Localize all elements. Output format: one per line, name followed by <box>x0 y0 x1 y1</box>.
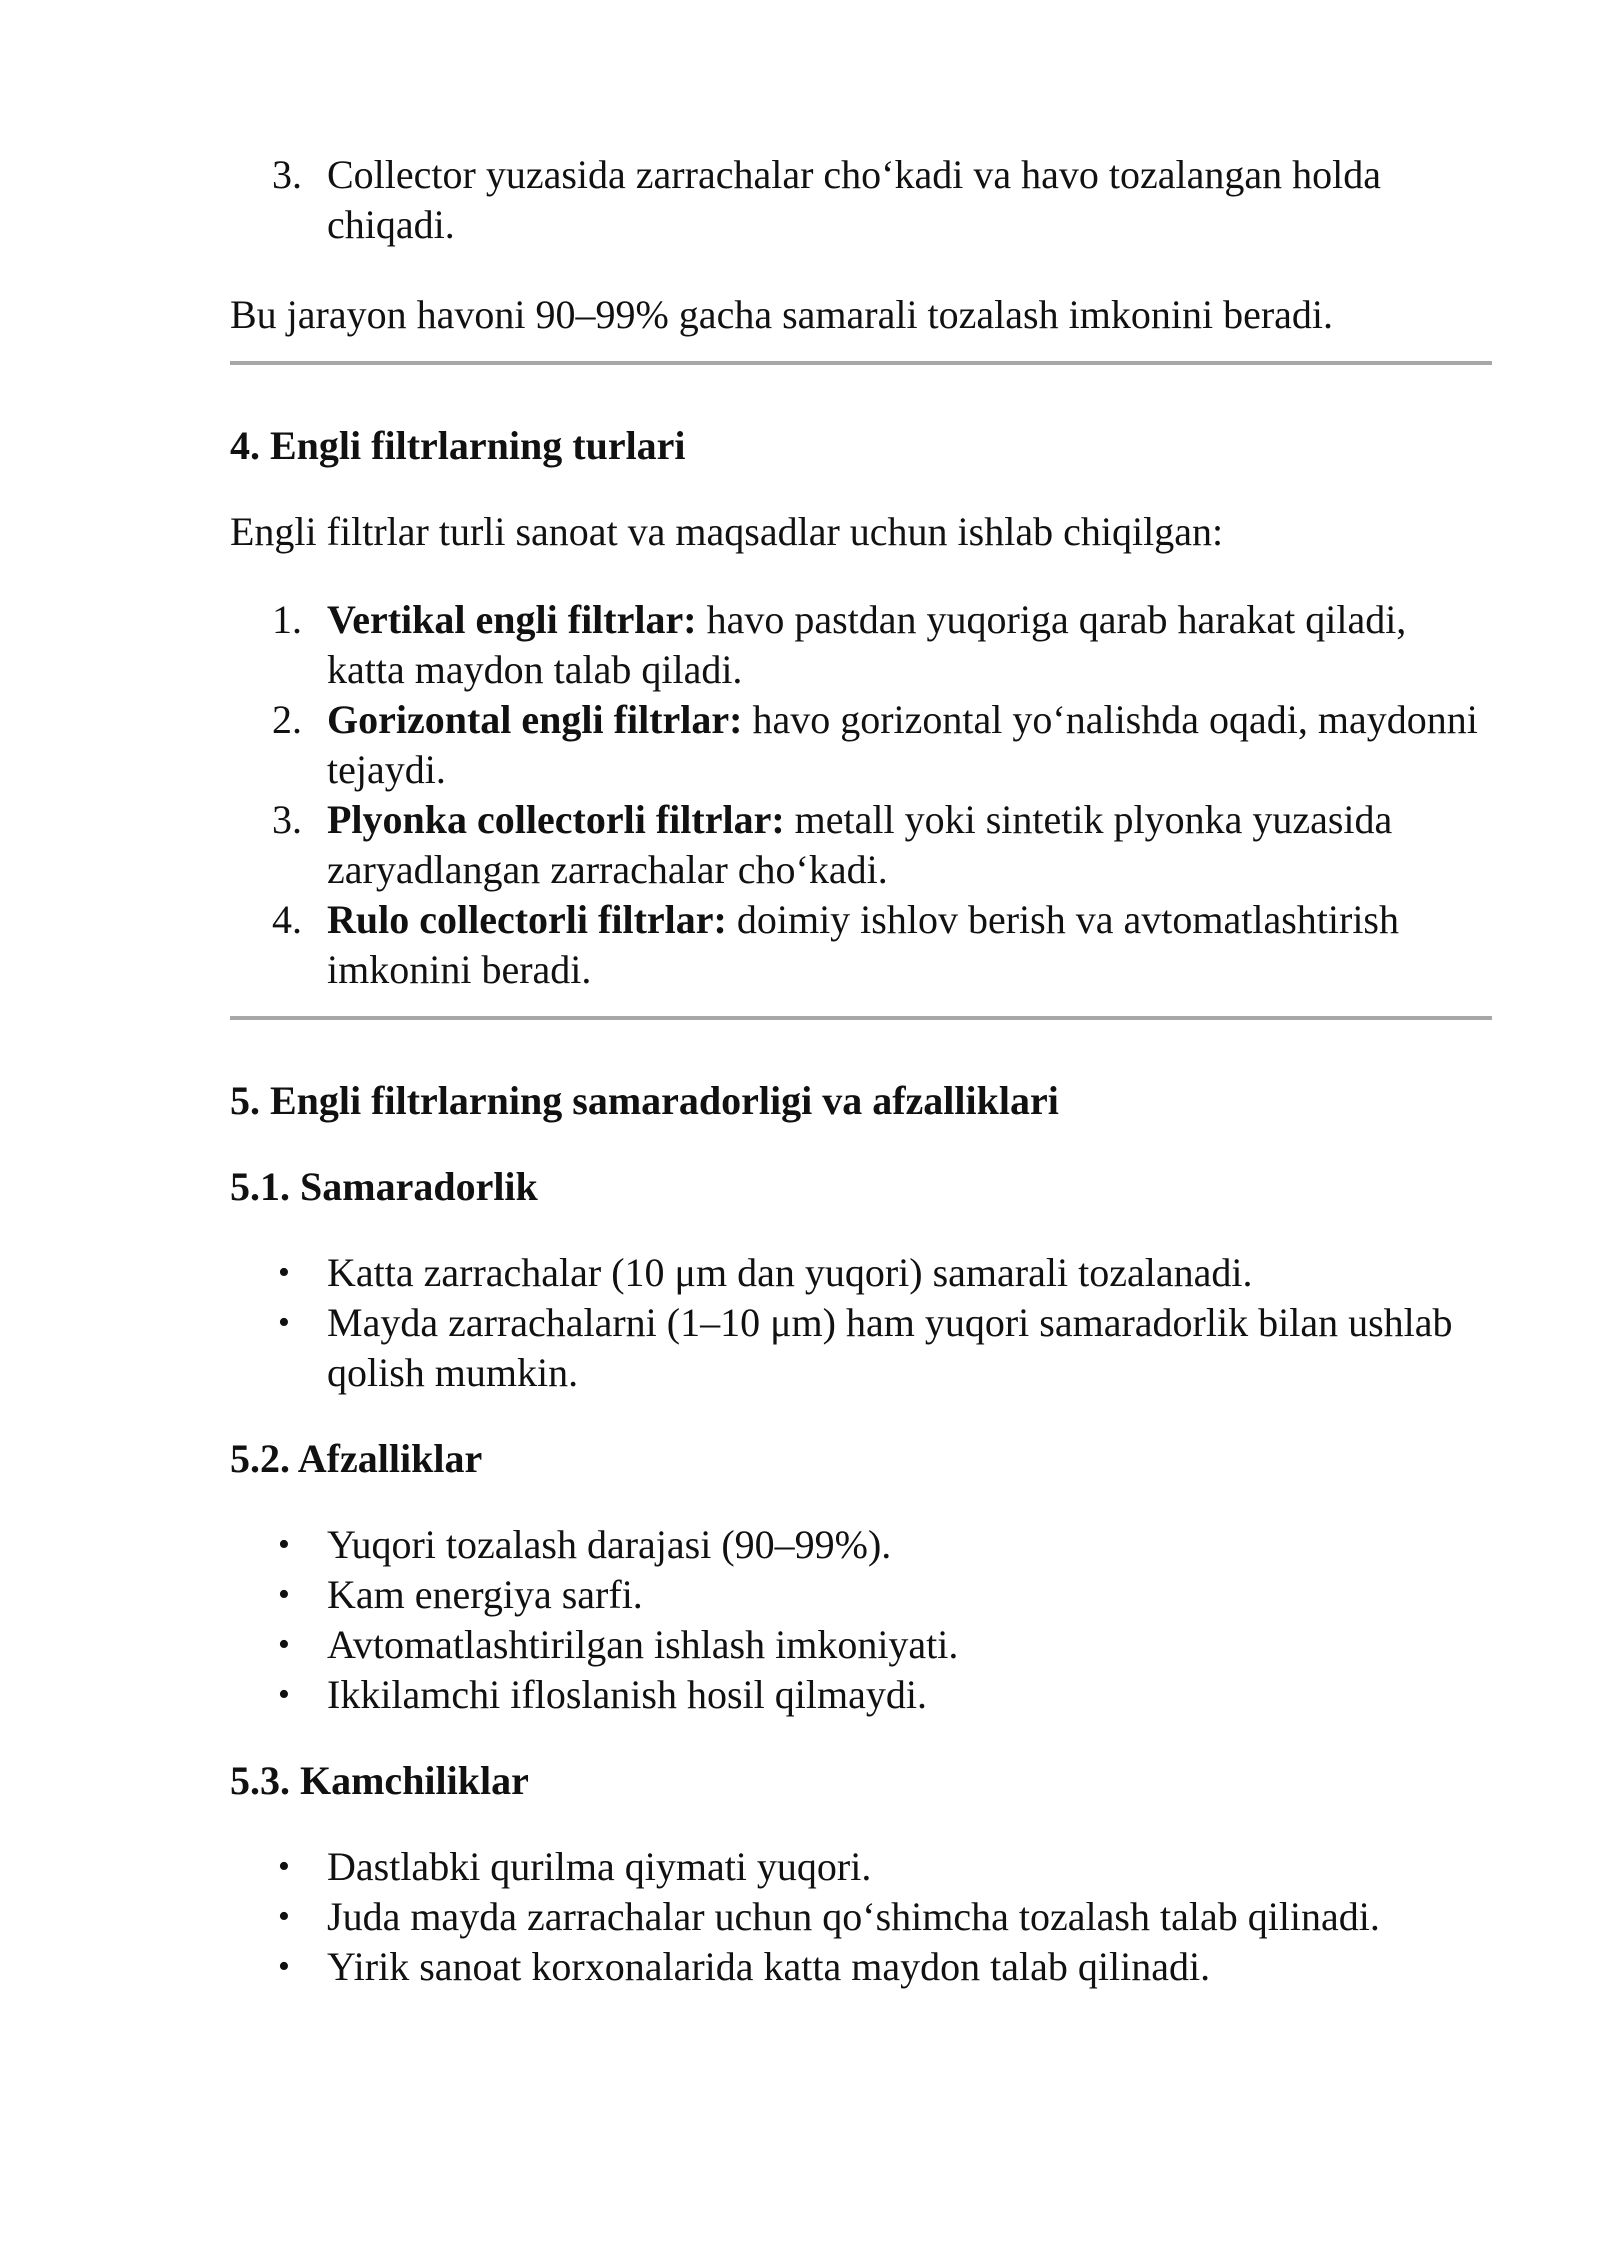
horizontal-rule <box>230 1016 1492 1020</box>
list-marker: 2. <box>272 697 302 742</box>
section-5-2-heading: 5.2. Afzalliklar <box>230 1436 483 1481</box>
list-marker: 1. <box>272 597 302 642</box>
section-5-1-heading: 5.1. Samaradorlik <box>230 1164 538 1209</box>
list-item <box>230 1942 1490 1992</box>
bullet-icon: • <box>278 1848 290 1885</box>
list-item-text: Ikkilamchi ifloslanish hosil qilmaydi. <box>327 1672 927 1717</box>
bullet-icon: • <box>278 1254 290 1291</box>
filter-types-list <box>230 595 1490 995</box>
list-item-text: Juda mayda zarrachalar uchun qo‘shimcha tozalash talab qilinadi. <box>327 1894 1380 1939</box>
section-5-3-heading: 5.3. Kamchiliklar <box>230 1758 529 1803</box>
list-item <box>230 1620 1490 1670</box>
section-5-heading: 5. Engli filtrlarning samaradorligi va afzalliklari <box>230 1078 1059 1123</box>
list-item <box>230 1570 1490 1620</box>
list-item-text: metall yoki sintetik plyonka yuzasida zaryadlangan zarrachalar cho‘kadi. <box>327 797 1393 892</box>
list-item-term: Rulo collectorli filtrlar: <box>327 897 727 942</box>
list-item <box>230 1520 1490 1570</box>
list-item <box>230 695 1490 795</box>
document-page <box>230 150 1490 1992</box>
list-item-term: Vertikal engli filtrlar: <box>327 597 697 642</box>
list-item <box>230 895 1490 995</box>
list-item <box>230 795 1490 895</box>
list-marker: 3. <box>272 797 302 842</box>
list-marker: 4. <box>272 897 302 942</box>
list-item <box>230 150 1490 250</box>
list-item-text: doimiy ishlov berish va avtomatlashtirish imkonini beradi. <box>327 897 1399 992</box>
list-item <box>230 1892 1490 1942</box>
bullet-icon: • <box>278 1676 290 1713</box>
list-item-term: Plyonka collectorli filtrlar: <box>327 797 785 842</box>
drawbacks-list <box>230 1842 1490 1992</box>
horizontal-rule <box>230 361 1492 365</box>
list-item <box>230 1842 1490 1892</box>
summary-paragraph: Bu jarayon havoni 90–99% gacha samarali tozalash imkonini beradi. <box>230 292 1334 337</box>
efficiency-list <box>230 1248 1490 1398</box>
list-item-text: Avtomatlashtirilgan ishlash imkoniyati. <box>327 1622 959 1667</box>
list-marker: 3. <box>272 152 302 197</box>
bullet-icon: • <box>278 1948 290 1985</box>
list-item <box>230 1298 1490 1398</box>
numbered-list-continued <box>230 150 1490 250</box>
bullet-icon: • <box>278 1898 290 1935</box>
list-item-text: havo gorizontal yo‘nalishda oqadi, maydonni tejaydi. <box>327 697 1478 792</box>
advantages-list <box>230 1520 1490 1720</box>
list-item <box>230 1248 1490 1298</box>
bullet-icon: • <box>278 1576 290 1613</box>
section-4-heading: 4. Engli filtrlarning turlari <box>230 423 686 468</box>
section-4-intro: Engli filtrlar turli sanoat va maqsadlar uchun ishlab chiqilgan: <box>230 509 1224 554</box>
list-item-text: Katta zarrachalar (10 μm dan yuqori) samarali tozalanadi. <box>327 1250 1253 1295</box>
list-item-text: Yuqori tozalash darajasi (90–99%). <box>327 1522 892 1567</box>
list-item-text: Mayda zarrachalarni (1–10 μm) ham yuqori samaradorlik bilan ushlab qolish mumkin. <box>327 1300 1453 1395</box>
list-item <box>230 1670 1490 1720</box>
list-item <box>230 595 1490 695</box>
bullet-icon: • <box>278 1626 290 1663</box>
list-item-text: Kam energiya sarfi. <box>327 1572 643 1617</box>
list-item-text: Collector yuzasida zarrachalar cho‘kadi va havo tozalangan holda chiqadi. <box>327 152 1381 247</box>
bullet-icon: • <box>278 1526 290 1563</box>
list-item-text: Dastlabki qurilma qiymati yuqori. <box>327 1844 872 1889</box>
list-item-term: Gorizontal engli filtrlar: <box>327 697 743 742</box>
bullet-icon: • <box>278 1304 290 1341</box>
list-item-text: Yirik sanoat korxonalarida katta maydon talab qilinadi. <box>327 1944 1211 1989</box>
list-item-text: havo pastdan yuqoriga qarab harakat qiladi, katta maydon talab qiladi. <box>327 597 1407 692</box>
